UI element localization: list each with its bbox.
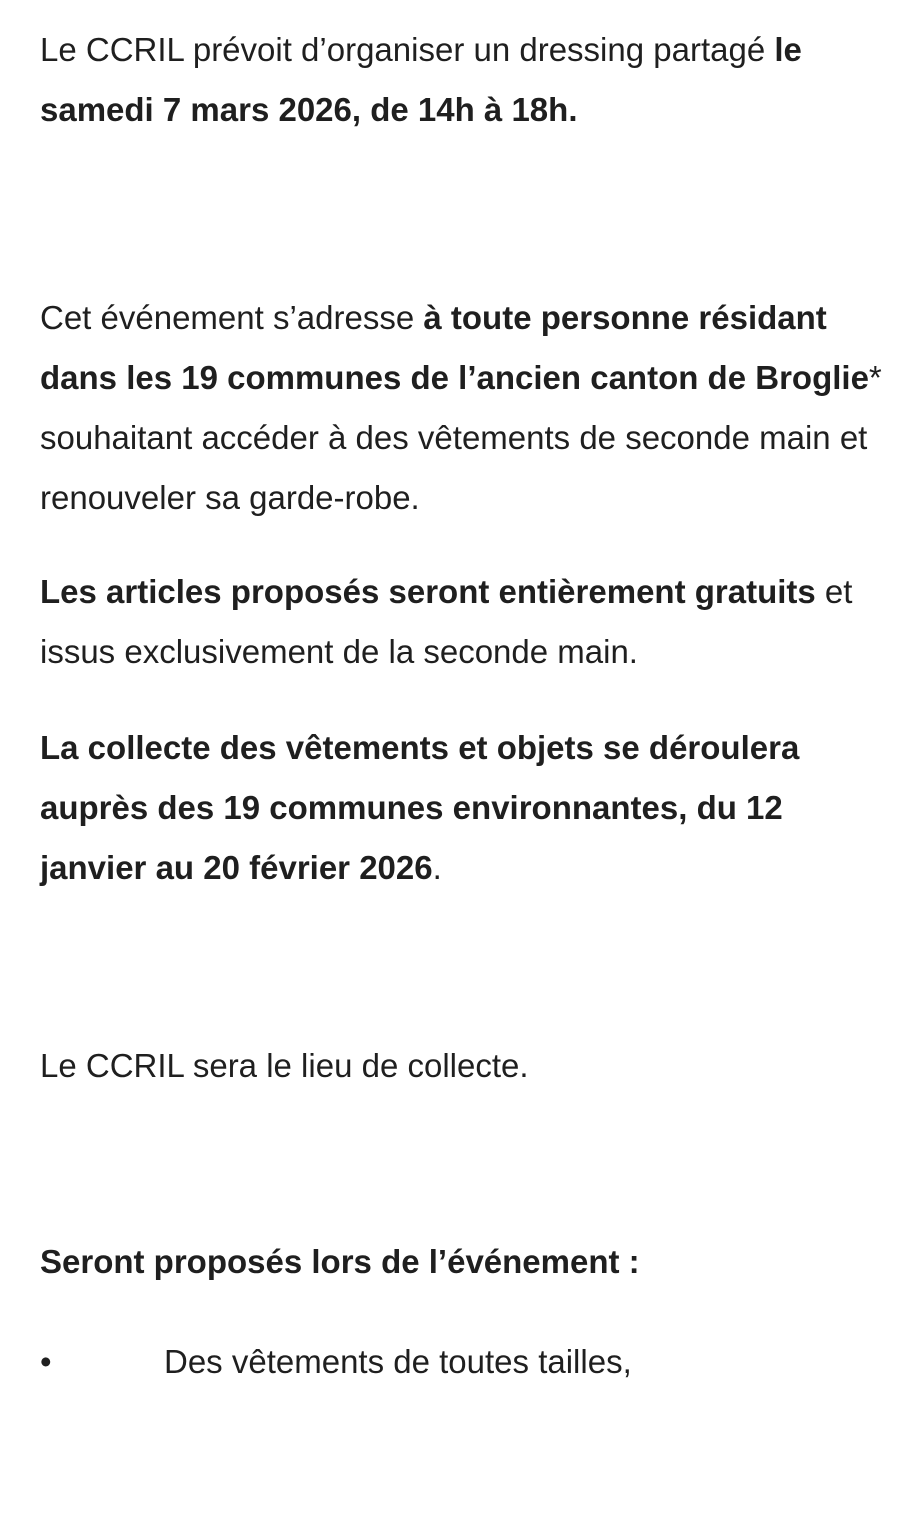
- collecte-paragraph: [40, 718, 885, 898]
- audience-text-start: Cet événement s’adresse: [40, 299, 424, 336]
- intro-paragraph: [40, 20, 885, 140]
- audience-highlight: à toute personne résidant dans les 19 communes de l’ancien canton de Broglie: [40, 299, 869, 396]
- collecte-highlight: La collecte des vêtements et objets se déroulera auprès des 19 communes environnantes, du 12 janvier au 20 février 2026: [40, 729, 800, 886]
- list-item: [40, 1332, 885, 1392]
- audience-paragraph: [40, 288, 885, 528]
- articles-paragraph: [40, 562, 885, 682]
- lieu-text: Le CCRIL sera le lieu de collecte.: [40, 1047, 529, 1084]
- intro-text: Le CCRIL prévoit d’organiser un dressing partagé: [40, 31, 775, 68]
- event-date: le samedi 7 mars 2026, de 14h à 18h.: [40, 31, 802, 128]
- proposes-heading: [40, 1232, 885, 1292]
- articles-text: et issus exclusivement de la seconde main.: [40, 573, 853, 670]
- proposes-list: [40, 1332, 885, 1392]
- proposes-heading-text: Seront proposés lors de l’événement :: [40, 1243, 640, 1280]
- lieu-paragraph: [40, 1036, 885, 1096]
- article-body: [40, 20, 885, 1392]
- articles-highlight: Les articles proposés seront entièrement gratuits: [40, 573, 816, 610]
- collecte-period: .: [432, 849, 442, 886]
- audience-text-end: * souhaitant accéder à des vêtements de seconde main et renouveler sa garde-robe.: [40, 359, 882, 516]
- bullet-icon: •: [40, 1343, 52, 1380]
- list-item-text: Des vêtements de toutes tailles,: [164, 1343, 632, 1380]
